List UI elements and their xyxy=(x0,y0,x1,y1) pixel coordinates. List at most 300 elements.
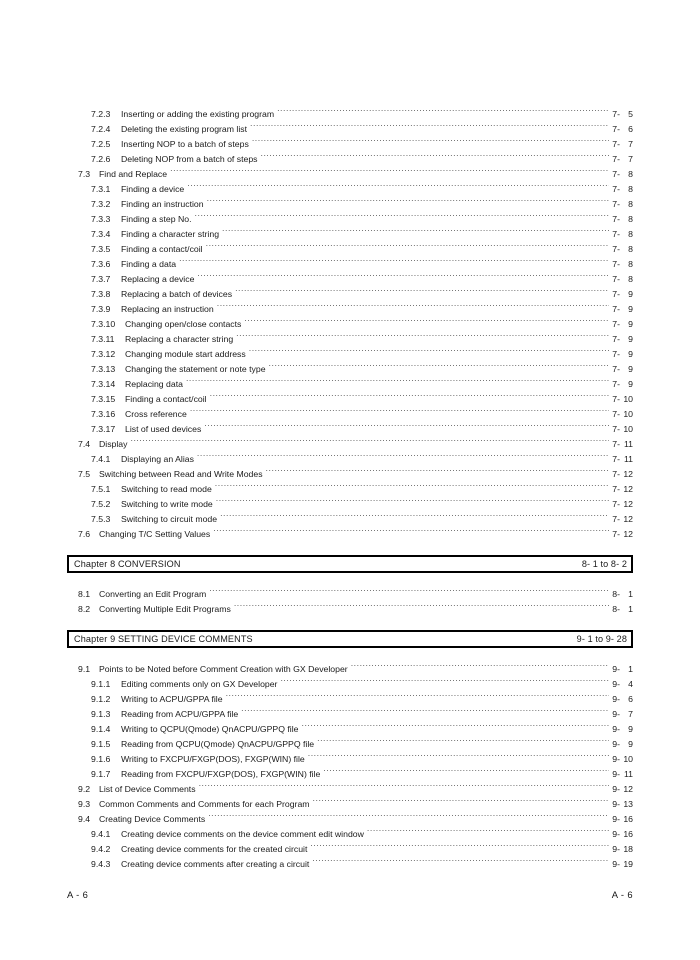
toc-page-number: 9 xyxy=(628,724,633,734)
toc-entry-page xyxy=(609,362,633,377)
toc-dot-leader xyxy=(269,361,610,372)
toc-entry-page xyxy=(609,137,633,152)
toc-page-chapter: 7 xyxy=(612,184,618,194)
toc-entry-number: 9.1.7 xyxy=(91,769,111,779)
toc-entry-title: Reading from ACPU/GPPA file xyxy=(121,709,239,719)
toc-dot-leader xyxy=(252,136,609,147)
toc-entry-title: Display xyxy=(99,439,128,449)
toc-dot-leader xyxy=(197,451,609,462)
toc-page-number: 6 xyxy=(628,694,633,704)
toc-entry[interactable] xyxy=(67,841,633,856)
toc-dot-leader xyxy=(216,496,610,507)
toc-entry-number: 7.2.4 xyxy=(91,124,111,134)
toc-entry-title: Editing comments only on GX Developer xyxy=(121,679,278,689)
toc-entry[interactable] xyxy=(67,781,633,796)
toc-page-separator: - xyxy=(617,664,620,674)
toc-entry-title: Creating device comments for the created circuit xyxy=(121,844,308,854)
toc-section-group xyxy=(67,586,633,616)
toc-dot-leader xyxy=(204,421,609,432)
toc-entry-number: 7.3.13 xyxy=(91,364,116,374)
toc-entry-number: 9.4.1 xyxy=(91,829,111,839)
toc-page-chapter: 8 xyxy=(612,589,618,599)
toc-page-separator: - xyxy=(617,769,620,779)
toc-entry-title: Changing module start address xyxy=(125,349,246,359)
toc-page-chapter: 9 xyxy=(612,664,618,674)
toc-page-separator: - xyxy=(617,829,620,839)
toc-entry-title: Writing to ACPU/GPPA file xyxy=(121,694,223,704)
toc-dot-leader xyxy=(226,691,610,702)
toc-page-number: 8 xyxy=(628,214,633,224)
toc-dot-leader xyxy=(312,856,609,867)
toc-entry[interactable] xyxy=(67,436,633,451)
toc-page-chapter: 9 xyxy=(612,694,618,704)
chapter-page-range: 9- 1 to 9- 28 xyxy=(576,634,627,644)
toc-entry-number: 7.3.14 xyxy=(91,379,116,389)
toc-entry-page xyxy=(609,377,633,392)
toc-page-separator: - xyxy=(617,319,620,329)
toc-page-number: 8 xyxy=(628,274,633,284)
toc-entry-title: Replacing a device xyxy=(121,274,195,284)
toc-page-number: 9 xyxy=(628,304,633,314)
toc-entry-title: Changing the statement or note type xyxy=(125,364,266,374)
toc-entry-page xyxy=(609,662,633,677)
toc-entry-title: Creating device comments after creating a circuit xyxy=(121,859,310,869)
toc-page-separator: - xyxy=(617,229,620,239)
toc-page-chapter: 9 xyxy=(612,784,618,794)
toc-entry-number: 7.3.5 xyxy=(91,244,111,254)
toc-page-chapter: 7 xyxy=(612,424,618,434)
toc-entry-page xyxy=(609,392,633,407)
toc-page-separator: - xyxy=(617,394,620,404)
toc-page-separator: - xyxy=(617,784,620,794)
toc-entry-number: 9.3 xyxy=(78,799,91,809)
toc-entry[interactable] xyxy=(67,181,633,196)
toc-page-number: 8 xyxy=(628,169,633,179)
toc-page-chapter: 9 xyxy=(612,739,618,749)
toc-page-chapter: 9 xyxy=(612,754,618,764)
toc-dot-leader xyxy=(317,736,609,747)
toc-page-chapter: 7 xyxy=(612,244,618,254)
toc-entry-number: 9.1 xyxy=(78,664,91,674)
toc-page-chapter: 9 xyxy=(612,799,618,809)
toc-page-chapter: 7 xyxy=(612,379,618,389)
toc-entry-page xyxy=(609,527,633,542)
toc-page-separator: - xyxy=(617,199,620,209)
toc-page-number: 8 xyxy=(628,229,633,239)
toc-entry[interactable] xyxy=(67,421,633,436)
toc-entry[interactable] xyxy=(67,451,633,466)
toc-page-number: 16 xyxy=(623,814,633,824)
toc-entry-page xyxy=(609,752,633,767)
toc-entry-page xyxy=(609,152,633,167)
toc-page-number: 12 xyxy=(623,529,633,539)
toc-entry[interactable] xyxy=(67,256,633,271)
toc-dot-leader xyxy=(323,766,609,777)
toc-page-chapter: 7 xyxy=(612,124,618,134)
toc-dot-leader xyxy=(197,271,609,282)
toc-page-separator: - xyxy=(617,274,620,284)
toc-entry-page xyxy=(609,782,633,797)
toc-entry-number: 7.2.3 xyxy=(91,109,111,119)
toc-page-chapter: 7 xyxy=(612,439,618,449)
toc-page-separator: - xyxy=(617,739,620,749)
toc-page-chapter: 7 xyxy=(612,319,618,329)
toc-entry[interactable] xyxy=(67,856,633,871)
toc-page-chapter: 7 xyxy=(612,499,618,509)
toc-entry-number: 7.3.9 xyxy=(91,304,111,314)
toc-page-chapter: 7 xyxy=(612,259,618,269)
toc-dot-leader xyxy=(236,331,609,342)
toc-entry-number: 7.3.12 xyxy=(91,349,116,359)
toc-entry[interactable] xyxy=(67,721,633,736)
toc-entry-title: Writing to FXCPU/FXGP(DOS), FXGP(WIN) file xyxy=(121,754,305,764)
chapter-banner xyxy=(67,555,633,573)
toc-page-chapter: 9 xyxy=(612,814,618,824)
toc-entry-page xyxy=(609,347,633,362)
toc-page-chapter: 7 xyxy=(612,529,618,539)
table-of-contents xyxy=(67,106,633,871)
toc-entry[interactable] xyxy=(67,796,633,811)
toc-dot-leader xyxy=(313,796,610,807)
toc-page-separator: - xyxy=(617,709,620,719)
toc-entry-title: List of Device Comments xyxy=(99,784,196,794)
toc-entry-page xyxy=(609,722,633,737)
toc-entry[interactable] xyxy=(67,826,633,841)
toc-entry-title: Replacing data xyxy=(125,379,183,389)
toc-page-chapter: 7 xyxy=(612,514,618,524)
toc-entry[interactable] xyxy=(67,691,633,706)
toc-page-chapter: 9 xyxy=(612,829,618,839)
toc-entry-title: Deleting the existing program list xyxy=(121,124,248,134)
toc-entry-number: 7.3.11 xyxy=(91,334,115,344)
toc-entry-page xyxy=(609,857,633,872)
toc-entry-page xyxy=(609,767,633,782)
toc-page-number: 8 xyxy=(628,199,633,209)
toc-entry-page xyxy=(609,497,633,512)
toc-page-chapter: 7 xyxy=(612,304,618,314)
toc-entry-page xyxy=(609,587,633,602)
toc-entry-number: 7.3.3 xyxy=(91,214,111,224)
toc-page-number: 11 xyxy=(623,769,633,779)
toc-page-separator: - xyxy=(617,694,620,704)
toc-page-chapter: 9 xyxy=(612,724,618,734)
toc-page-chapter: 8 xyxy=(612,604,618,614)
toc-entry-number: 8.2 xyxy=(78,604,91,614)
toc-page-number: 8 xyxy=(628,259,633,269)
toc-page-number: 8 xyxy=(628,244,633,254)
toc-page-number: 7 xyxy=(628,139,633,149)
toc-entry[interactable] xyxy=(67,586,633,601)
toc-page-chapter: 9 xyxy=(612,709,618,719)
toc-entry-number: 9.4 xyxy=(78,814,91,824)
toc-entry[interactable] xyxy=(67,391,633,406)
toc-page-number: 10 xyxy=(623,394,633,404)
toc-page-separator: - xyxy=(617,439,620,449)
toc-dot-leader xyxy=(195,211,610,222)
toc-dot-leader xyxy=(170,166,609,177)
toc-page-chapter: 7 xyxy=(612,199,618,209)
toc-page-number: 9 xyxy=(628,289,633,299)
toc-page-chapter: 7 xyxy=(612,364,618,374)
toc-entry[interactable] xyxy=(67,406,633,421)
toc-entry[interactable] xyxy=(67,706,633,721)
toc-entry-page xyxy=(609,227,633,242)
toc-dot-leader xyxy=(249,346,610,357)
chapter-title: Chapter 8 CONVERSION xyxy=(74,559,181,569)
toc-page-number: 6 xyxy=(628,124,633,134)
toc-entry-page xyxy=(609,212,633,227)
toc-entry[interactable] xyxy=(67,751,633,766)
toc-page-chapter: 7 xyxy=(612,274,618,284)
toc-entry-title: Creating Device Comments xyxy=(99,814,206,824)
toc-entry[interactable] xyxy=(67,106,633,121)
toc-page-separator: - xyxy=(617,514,620,524)
toc-page-separator: - xyxy=(617,814,620,824)
toc-entry-title: Changing open/close contacts xyxy=(125,319,242,329)
toc-page-number: 10 xyxy=(623,754,633,764)
toc-entry-page xyxy=(609,302,633,317)
toc-page-chapter: 7 xyxy=(612,334,618,344)
toc-dot-leader xyxy=(215,481,609,492)
toc-entry-title: Changing T/C Setting Values xyxy=(99,529,211,539)
toc-page-separator: - xyxy=(617,214,620,224)
toc-page-number: 12 xyxy=(623,484,633,494)
toc-entry-page xyxy=(609,452,633,467)
toc-entry[interactable] xyxy=(67,211,633,226)
toc-entry-number: 7.3.2 xyxy=(91,199,111,209)
toc-page-number: 19 xyxy=(623,859,633,869)
toc-page-number: 12 xyxy=(623,469,633,479)
toc-entry[interactable] xyxy=(67,196,633,211)
toc-dot-leader xyxy=(277,106,609,117)
toc-page-separator: - xyxy=(617,799,620,809)
toc-entry-title: Finding a contact/coil xyxy=(125,394,207,404)
toc-entry-title: Converting Multiple Edit Programs xyxy=(99,604,231,614)
toc-entry-page xyxy=(609,407,633,422)
toc-page-chapter: 7 xyxy=(612,349,618,359)
toc-entry[interactable] xyxy=(67,271,633,286)
toc-entry-title: Reading from QCPU(Qmode) QnACPU/GPPQ file xyxy=(121,739,315,749)
toc-page-separator: - xyxy=(617,139,620,149)
toc-entry-number: 7.3.7 xyxy=(91,274,111,284)
toc-dot-leader xyxy=(213,526,609,537)
toc-page-number: 8 xyxy=(628,184,633,194)
toc-entry-title: Replacing an instruction xyxy=(121,304,214,314)
toc-entry-page xyxy=(609,332,633,347)
toc-entry[interactable] xyxy=(67,151,633,166)
toc-entry-number: 7.5 xyxy=(78,469,91,479)
toc-page-number: 10 xyxy=(623,409,633,419)
toc-entry[interactable] xyxy=(67,301,633,316)
toc-page-separator: - xyxy=(617,529,620,539)
toc-entry-number: 9.1.6 xyxy=(91,754,111,764)
toc-dot-leader xyxy=(250,121,609,132)
toc-page-number: 10 xyxy=(623,424,633,434)
toc-entry-number: 9.4.3 xyxy=(91,859,111,869)
toc-entry-title: Finding an instruction xyxy=(121,199,204,209)
toc-page-separator: - xyxy=(617,124,620,134)
toc-page-separator: - xyxy=(617,364,620,374)
toc-entry-title: Switching between Read and Write Modes xyxy=(99,469,263,479)
toc-page-number: 16 xyxy=(623,829,633,839)
toc-entry[interactable] xyxy=(67,661,633,676)
toc-page-separator: - xyxy=(617,604,620,614)
toc-page-separator: - xyxy=(617,409,620,419)
toc-page-separator: - xyxy=(617,484,620,494)
toc-entry[interactable] xyxy=(67,331,633,346)
toc-entry-page xyxy=(609,602,633,617)
toc-page-number: 9 xyxy=(628,319,633,329)
toc-entry-page xyxy=(609,317,633,332)
toc-page-chapter: 9 xyxy=(612,844,618,854)
toc-page-chapter: 7 xyxy=(612,169,618,179)
toc-entry[interactable] xyxy=(67,811,633,826)
toc-entry[interactable] xyxy=(67,481,633,496)
toc-page-number: 12 xyxy=(623,499,633,509)
toc-entry[interactable] xyxy=(67,121,633,136)
toc-entry-number: 7.3.16 xyxy=(91,409,116,419)
toc-entry-page xyxy=(609,422,633,437)
toc-entry[interactable] xyxy=(67,676,633,691)
toc-entry-page xyxy=(609,287,633,302)
toc-page-separator: - xyxy=(617,859,620,869)
toc-entry-number: 9.1.3 xyxy=(91,709,111,719)
toc-entry[interactable] xyxy=(67,241,633,256)
toc-entry[interactable] xyxy=(67,736,633,751)
toc-page-separator: - xyxy=(617,109,620,119)
toc-entry-number: 7.2.6 xyxy=(91,154,111,164)
toc-entry-title: Creating device comments on the device comment edit window xyxy=(121,829,364,839)
toc-entry[interactable] xyxy=(67,496,633,511)
toc-entry-title: Switching to write mode xyxy=(121,499,213,509)
toc-entry-title: Finding a character string xyxy=(121,229,220,239)
toc-entry-number: 7.3.10 xyxy=(91,319,116,329)
toc-page-separator: - xyxy=(617,754,620,764)
toc-entry-page xyxy=(609,737,633,752)
toc-entry-title: Switching to read mode xyxy=(121,484,212,494)
toc-entry[interactable] xyxy=(67,226,633,241)
toc-entry[interactable] xyxy=(67,526,633,541)
toc-entry-page xyxy=(609,257,633,272)
toc-page-chapter: 9 xyxy=(612,859,618,869)
toc-page-number: 11 xyxy=(623,454,633,464)
toc-entry-page xyxy=(609,467,633,482)
toc-page-chapter: 7 xyxy=(612,469,618,479)
toc-page-separator: - xyxy=(617,424,620,434)
toc-entry-page xyxy=(609,842,633,857)
toc-entry-page xyxy=(609,167,633,182)
toc-page-separator: - xyxy=(617,499,620,509)
toc-entry-title: Switching to circuit mode xyxy=(121,514,218,524)
toc-entry-number: 7.3.8 xyxy=(91,289,111,299)
toc-page-number: 9 xyxy=(628,334,633,344)
toc-dot-leader xyxy=(210,391,610,402)
toc-page-separator: - xyxy=(617,454,620,464)
toc-entry-title: Finding a contact/coil xyxy=(121,244,203,254)
toc-page-separator: - xyxy=(617,154,620,164)
toc-entry[interactable] xyxy=(67,316,633,331)
toc-page-chapter: 9 xyxy=(612,769,618,779)
toc-page-separator: - xyxy=(617,379,620,389)
toc-entry-title: Common Comments and Comments for each Program xyxy=(99,799,310,809)
toc-page-separator: - xyxy=(617,259,620,269)
toc-entry-page xyxy=(609,122,633,137)
toc-page-number: 13 xyxy=(623,799,633,809)
toc-dot-leader xyxy=(217,301,610,312)
toc-entry-number: 7.3.15 xyxy=(91,394,116,404)
toc-entry-page xyxy=(609,182,633,197)
toc-entry-page xyxy=(609,107,633,122)
toc-page-separator: - xyxy=(617,169,620,179)
toc-page-separator: - xyxy=(617,349,620,359)
toc-entry-number: 9.1.5 xyxy=(91,739,111,749)
toc-entry[interactable] xyxy=(67,346,633,361)
toc-entry[interactable] xyxy=(67,166,633,181)
toc-page-number: 9 xyxy=(628,364,633,374)
toc-entry[interactable] xyxy=(67,766,633,781)
toc-dot-leader xyxy=(241,706,609,717)
toc-page-number: 12 xyxy=(623,514,633,524)
toc-entry-title: Converting an Edit Program xyxy=(99,589,207,599)
toc-entry-number: 9.4.2 xyxy=(91,844,111,854)
toc-entry[interactable] xyxy=(67,466,633,481)
toc-page-number: 12 xyxy=(623,784,633,794)
footer-page-right: A - 6 xyxy=(611,889,633,900)
toc-dot-leader xyxy=(208,811,609,822)
toc-entry-number: 7.3.1 xyxy=(91,184,111,194)
chapter-title: Chapter 9 SETTING DEVICE COMMENTS xyxy=(74,634,253,644)
toc-entry-title: Inserting or adding the existing program xyxy=(121,109,275,119)
toc-entry[interactable] xyxy=(67,601,633,616)
toc-entry[interactable] xyxy=(67,286,633,301)
toc-entry-title: Find and Replace xyxy=(99,169,168,179)
toc-dot-leader xyxy=(179,256,609,267)
toc-entry-title: Replacing a batch of devices xyxy=(121,289,233,299)
toc-page-chapter: 7 xyxy=(612,154,618,164)
toc-entry-page xyxy=(609,677,633,692)
toc-entry-number: 7.6 xyxy=(78,529,91,539)
toc-dot-leader xyxy=(244,316,609,327)
toc-entry-page xyxy=(609,827,633,842)
toc-entry-page xyxy=(609,482,633,497)
toc-entry-page xyxy=(609,707,633,722)
toc-entry-page xyxy=(609,692,633,707)
toc-entry-number: 7.2.5 xyxy=(91,139,111,149)
toc-dot-leader xyxy=(351,661,610,672)
toc-entry-page xyxy=(609,797,633,812)
toc-entry-number: 7.3 xyxy=(78,169,91,179)
toc-dot-leader xyxy=(186,376,609,387)
toc-page-separator: - xyxy=(617,184,620,194)
toc-entry-title: Points to be Noted before Comment Creation with GX Developer xyxy=(99,664,348,674)
toc-page-separator: - xyxy=(617,244,620,254)
toc-entry-page xyxy=(609,437,633,452)
toc-page-number: 7 xyxy=(628,154,633,164)
toc-entry-number: 7.4.1 xyxy=(91,454,111,464)
toc-dot-leader xyxy=(187,181,609,192)
toc-entry-number: 7.4 xyxy=(78,439,91,449)
toc-entry[interactable] xyxy=(67,511,633,526)
toc-entry[interactable] xyxy=(67,361,633,376)
toc-dot-leader xyxy=(266,466,610,477)
toc-dot-leader xyxy=(209,586,609,597)
toc-section-group xyxy=(67,661,633,871)
toc-entry[interactable] xyxy=(67,136,633,151)
toc-entry-title: Writing to QCPU(Qmode) QnACPU/GPPQ file xyxy=(121,724,299,734)
toc-dot-leader xyxy=(367,826,609,837)
toc-entry[interactable] xyxy=(67,376,633,391)
toc-entry-page xyxy=(609,812,633,827)
